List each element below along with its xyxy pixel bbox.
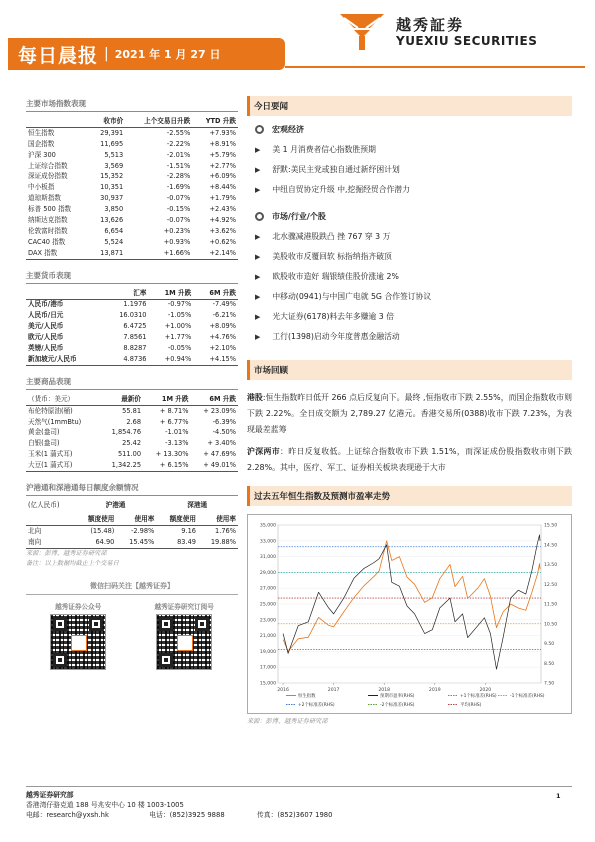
table-row: 黄金(盎司) 1,854.76 -1.01% -4.50% (28, 428, 236, 437)
table-row: 新加坡元/人民币 4.8736 +0.94% +4.15% (26, 354, 238, 365)
currency-body (26, 299, 238, 365)
qr-official (50, 601, 106, 670)
arrow-right-icon: ▶ (255, 292, 261, 301)
legend-label: -1个标准差(RHS) (510, 694, 545, 699)
table-row: 英镑/人民币 8.8287 -0.05% +2.10% (28, 343, 236, 352)
page-header (0, 0, 595, 80)
table-row: 布伦特原油(桶) 55.81 + 8.71% + 23.09% (28, 406, 236, 415)
y-right-tick-label: 7.50 (544, 681, 555, 687)
y-right-tick-label: 13.50 (544, 563, 558, 568)
right-column (247, 96, 572, 725)
connect-body (26, 526, 238, 549)
commodities-table (26, 391, 238, 472)
y-left-tick-label: 29,000 (259, 570, 276, 576)
x-tick-label: 2018 (378, 688, 391, 693)
footer-contacts: 电邮：research@yxsh.hk 电话：(852)3925 9888 传真：(852)3607 1980 (26, 811, 333, 819)
y-left-tick-label: 23,000 (259, 618, 276, 624)
qr-row (26, 601, 238, 670)
table-row: 国企指数 11,695 -2.22% +8.91% (28, 139, 236, 148)
qr-research (154, 601, 213, 670)
commodities-header-row: （货币：美元） 最新价 1M 升跌 6M 升跌 (26, 391, 238, 406)
x-tick-label: 2020 (479, 688, 492, 693)
qr-code-icon[interactable] (156, 614, 212, 670)
commodities-body (26, 405, 238, 471)
y-left-tick-label: 19,000 (259, 649, 276, 655)
table-row: 玉米(1 蒲式耳) 511.00 + 13.30% + 47.69% (28, 450, 236, 459)
qr-official-label: 越秀证券公众号 (55, 602, 102, 611)
footer-email[interactable]: research@yxsh.hk (46, 811, 109, 819)
market-news-list (247, 231, 572, 342)
hk-review: 港股:恒生指数昨日低开 266 点后反复向下。最终 ,恒指收市下跌 2.55%，而国企指数收市则下跌 2.22%。全日成交额为 2,789.27 亿港元。香港交易所(0388)收市下跌 7.23%，为表现最差蓝筹 (247, 393, 572, 434)
table-row: 道琼斯指数 30,937 -0.07% +1.79% (28, 194, 236, 203)
list-item: ▶ 光大证券(6178)料去年多赚逾 3 倍 (255, 312, 394, 321)
list-item: ▶ 工行(1398)启动今年度普惠金融活动 (255, 332, 400, 341)
left-column (26, 96, 238, 670)
logo-cn-text: 越秀証劵 (396, 16, 465, 34)
currency-table (26, 285, 238, 366)
bullet-circle-icon (255, 125, 264, 134)
arrow-right-icon: ▶ (255, 232, 261, 241)
macro-news-list (247, 144, 572, 195)
y-right-tick-label: 12.50 (544, 582, 558, 588)
macro-heading: 宏观经济 (255, 124, 572, 135)
y-right-tick-label: 11.50 (544, 602, 558, 608)
y-left-tick-label: 35,000 (259, 523, 276, 529)
y-left-tick-label: 15,000 (259, 681, 276, 687)
table-row: DAX 指数 13,871 +1.66% +2.14% (26, 248, 238, 259)
report-title: 每日晨报 (18, 44, 99, 67)
table-row: 上证综合指数 3,569 -1.51% +2.77% (28, 161, 236, 170)
header-rule (285, 66, 585, 68)
qr-research-label: 越秀证券研究订阅号 (154, 602, 214, 611)
footer-rule (26, 786, 572, 787)
list-item: ▶ 欧股收市造好 瑞银绩佳股价涨逾 2% (255, 272, 399, 281)
report-date: 2021 年 1 月 27 日 (114, 48, 221, 61)
currency-header-row: 汇率 1M 升跌 6M 升跌 (26, 285, 238, 300)
table-row: 大豆(1 蒲式耳) 1,342.25 + 6.15% + 49.01% (26, 460, 238, 471)
list-item: ▶ 中纽自贸协定升级 中,挖掘经贸合作潜力 (255, 185, 410, 194)
connect-note-remark: 备注：以上数据均截止上个交易日 (26, 559, 119, 567)
table-row: 深证成份指数 15,352 -2.28% +6.09% (28, 172, 236, 181)
company-logo (340, 14, 580, 50)
arrow-right-icon: ▶ (255, 332, 261, 341)
footer-company: 越秀证券研究部 (26, 791, 74, 799)
x-tick-label: 2016 (277, 688, 289, 693)
title-bar: 每日晨报 | 2021 年 1 月 27 日 (8, 38, 285, 70)
legend-label: -2个标准差(RHS) (380, 703, 415, 708)
table-row: 北向 (15.48) -2.98% 9.16 1.76% (28, 526, 236, 535)
qr-code-icon[interactable] (50, 614, 106, 670)
arrow-right-icon: ▶ (255, 145, 261, 154)
legend-label: +2个标准差(RHS) (298, 703, 335, 708)
currency-title: 主要货币表现 (26, 268, 238, 284)
page-footer (26, 790, 332, 820)
indices-header-row: 收市价 上个交易日升跌 YTD 升跌 (26, 113, 238, 128)
legend-label: 预期市盈率(RHS) (380, 694, 415, 699)
y-left-tick-label: 27,000 (259, 586, 276, 592)
commodities-title: 主要商品表现 (26, 374, 238, 390)
x-tick-label: 2017 (327, 688, 340, 693)
arrow-right-icon: ▶ (255, 312, 261, 321)
table-row: 人民币/港币 1.1976 -0.97% -7.49% (28, 300, 236, 309)
logo-en-text: YUEXIU SECURITIES (396, 34, 538, 48)
hsi-pe-chart (247, 514, 572, 714)
chart-svg (248, 515, 571, 713)
legend-label: 平均(RHS) (460, 703, 482, 708)
sz-review: 沪深两市：昨日反复收低。上证综合指数收市下跌 1.51%，而深证成份股指数收市则下跌 2.28%。其中，医疗、军工、证券相关板块表现逊于大市 (247, 447, 572, 472)
chart-section-title: 过去五年恒生指数及预测市盈率走势 (247, 486, 572, 506)
review-section-title: 市场回顾 (247, 360, 572, 380)
market-heading: 市场/行业/个股 (255, 211, 572, 222)
connect-note-source: 来源：彭博、越秀证券研究部 (26, 549, 107, 557)
y-left-tick-label: 25,000 (259, 602, 276, 608)
y-right-tick-label: 14.50 (544, 543, 558, 549)
table-row: 标普 500 指数 3,850 -0.15% +2.43% (28, 205, 236, 214)
connect-table: (亿人民币) 沪港通 深港通 额度使用 使用率 额度使用 使用率 北向 (15.48) -2.98% 9.16 1.76% 南向 64.90 15.45% 83.49 19.88% (26, 497, 238, 549)
list-item: ▶ 北水骤减港股跌凸 挫 767 穿 3 万 (255, 232, 391, 241)
indices-body (26, 128, 238, 260)
list-item: ▶ 舒默:美民主党或独自通过新纾困计划 (255, 165, 400, 174)
chart-source: 来源：彭博、越秀证券研究部 (247, 718, 328, 725)
table-row: 纳斯达克指数 13,626 -0.07% +4.92% (28, 215, 236, 224)
y-left-tick-label: 17,000 (259, 665, 276, 671)
arrow-right-icon: ▶ (255, 252, 261, 261)
arrow-right-icon: ▶ (255, 185, 261, 194)
arrow-right-icon: ▶ (255, 165, 261, 174)
table-row: CAC40 指数 5,524 +0.93% +0.62% (28, 237, 236, 246)
arrow-right-icon: ▶ (255, 272, 261, 281)
table-row: 伦敦富时指数 6,654 +0.23% +3.62% (28, 226, 236, 235)
y-left-tick-label: 31,000 (259, 555, 276, 561)
indices-table (26, 113, 238, 260)
logo-mark-icon (340, 14, 384, 50)
x-tick-label: 2019 (428, 688, 441, 693)
footer-fax: (852)3607 1980 (277, 811, 333, 819)
table-row: 人民币/日元 16.0310 -1.05% -6.21% (28, 311, 236, 320)
y-right-tick-label: 8.50 (544, 661, 555, 667)
legend-label: +1个标准差(RHS) (460, 694, 497, 699)
bullet-circle-icon (255, 212, 264, 221)
news-section-title: 今日要闻 (247, 96, 572, 116)
legend-label: 恒生指数 (298, 694, 316, 699)
list-item: ▶ 美股收市反覆回软 标指纳指齐破顶 (255, 252, 392, 261)
table-row: 沪深 300 5,513 -2.01% +5.79% (28, 150, 236, 159)
table-row: 白银(盎司) 25.42 -3.13% + 3.40% (28, 439, 236, 448)
footer-phone: (852)3925 9888 (169, 811, 225, 819)
table-row: 天然气(1mmBtu) 2.68 + 6.77% -6.39% (28, 417, 236, 426)
table-row: 欧元/人民币 7.8561 +1.77% +4.76% (28, 333, 236, 342)
y-left-tick-label: 21,000 (259, 634, 276, 640)
hsi-series-line (283, 541, 540, 652)
table-row: 中小板指 10,351 -1.69% +8.44% (28, 183, 236, 192)
y-right-tick-label: 10.50 (544, 622, 558, 628)
page-number: 1 (556, 792, 561, 800)
y-left-tick-label: 33,000 (259, 539, 276, 545)
wechat-title: 微信扫码关注【越秀证券】 (26, 581, 238, 595)
table-row: 恒生指数 29,391 -2.55% +7.93% (28, 128, 236, 137)
list-item: ▶ 美 1 月消费者信心指数胜预期 (255, 145, 376, 154)
y-right-tick-label: 9.50 (544, 642, 555, 647)
list-item: ▶ 中移动(0941)与中国广电就 5G 合作签订协议 (255, 292, 432, 301)
table-row: 美元/人民币 6.4725 +1.00% +8.09% (28, 322, 236, 331)
table-row: 南向 64.90 15.45% 83.49 19.88% (26, 537, 238, 548)
y-right-tick-label: 15.50 (544, 523, 558, 529)
footer-address: 香港湾仔骆克道 188 号兆安中心 10 楼 1003-1005 (26, 801, 184, 809)
indices-title: 主要市场指数表现 (26, 96, 238, 112)
connect-title: 沪港通和深港通每日额度余额情况 (26, 480, 238, 496)
